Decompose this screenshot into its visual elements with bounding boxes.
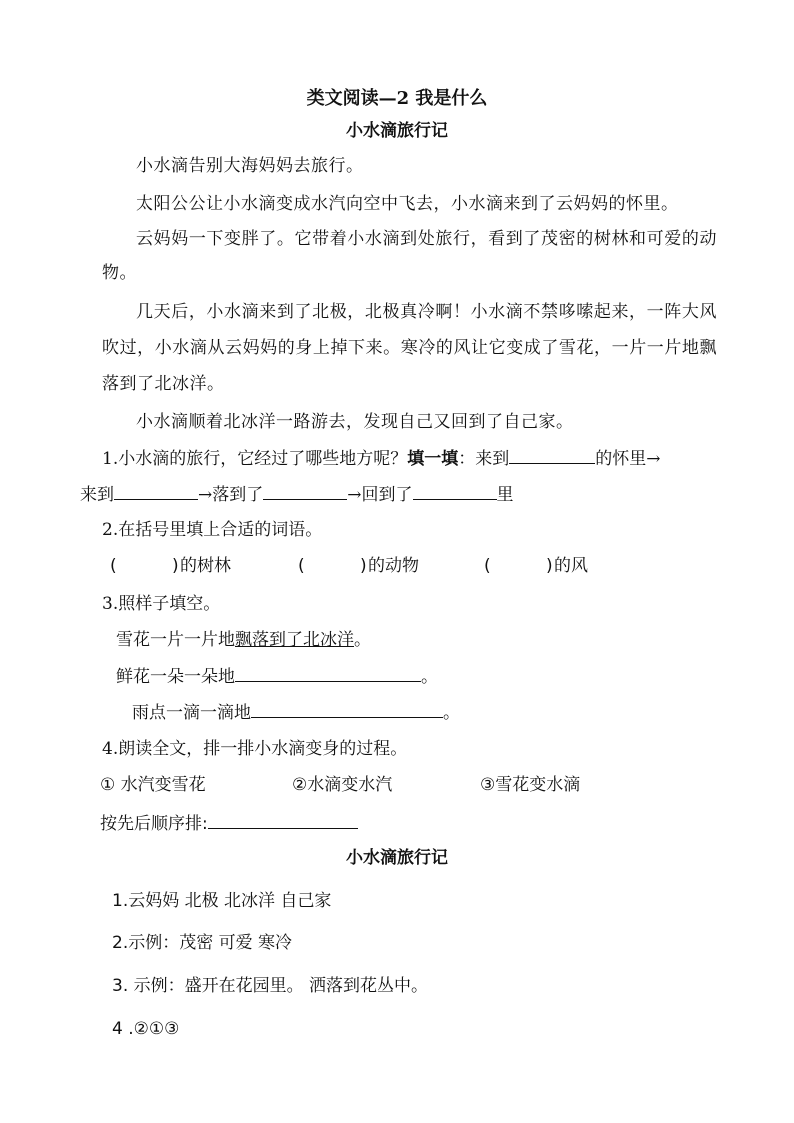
example-underlined: 飘落到了北冰洋	[235, 630, 354, 650]
paren-close-3: )	[546, 556, 553, 576]
question-4-order	[100, 810, 720, 837]
question-3-line-2	[132, 699, 752, 726]
option-2: ②水滴变水汽	[292, 775, 393, 795]
paren-close-1: )	[172, 556, 179, 576]
q2-item-2: 的动物	[368, 556, 419, 576]
question-1-line-2	[80, 481, 700, 508]
answer-2: 2.示例：茂密 可爱 寒冷	[112, 933, 293, 953]
answers-title: 小水滴旅行记	[346, 848, 448, 868]
answer-3: 3. 示例：盛开在花园里。 洒落到花丛中。	[112, 976, 429, 996]
option-1: ① 水汽变雪花	[100, 775, 206, 795]
paren-open-1: (	[110, 556, 117, 576]
option-3: ③雪花变水滴	[480, 775, 581, 795]
question-1-text-b: →落到了	[198, 485, 264, 505]
blank-place-1[interactable]	[509, 445, 595, 464]
question-3-line-1	[116, 663, 736, 690]
passage-paragraph-3: 云妈妈一下变胖了。它带着小水滴到处旅行，看到了茂密的树林和可爱的动物。	[102, 229, 717, 283]
blank-place-2[interactable]	[114, 481, 198, 500]
order-label: 按先后顺序排:	[100, 814, 208, 834]
blank-flower[interactable]	[235, 663, 421, 682]
flower-end: 。	[421, 667, 438, 687]
question-1-text-a: 来到	[80, 485, 114, 505]
question-1-after-bold: ：来到	[458, 449, 510, 469]
rain-end: 。	[443, 703, 460, 723]
passage-paragraph-1: 小水滴告别大海妈妈去旅行。	[136, 156, 364, 176]
question-1-line-1	[102, 445, 722, 472]
question-3-example	[116, 627, 736, 653]
blank-order[interactable]	[208, 810, 358, 829]
blank-place-4[interactable]	[413, 481, 497, 500]
question-4-prompt: 4.朗读全文，排一排小水滴变身的过程。	[102, 739, 408, 759]
question-2-prompt: 2.在括号里填上合适的词语。	[102, 520, 323, 540]
bracket-fill-1[interactable]	[120, 553, 170, 577]
passage-title: 小水滴旅行记	[346, 121, 448, 141]
paren-close-2: )	[360, 556, 367, 576]
paren-open-3: (	[484, 556, 491, 576]
example-end: 。	[354, 630, 371, 650]
answer-1: 1.云妈妈 北极 北冰洋 自己家	[112, 891, 332, 911]
answer-4: 4 .②①③	[112, 1019, 180, 1039]
flower-text: 鲜花一朵一朵地	[116, 667, 235, 687]
rain-text: 雨点一滴一滴地	[132, 703, 251, 723]
q2-item-3: 的风	[554, 556, 588, 576]
question-3-prompt: 3.照样子填空。	[102, 594, 221, 614]
q2-item-1: 的树林	[180, 556, 231, 576]
question-1-seg1: 的怀里→	[595, 449, 661, 469]
bracket-fill-2[interactable]	[308, 553, 358, 577]
question-1-bold-label: 填一填	[407, 449, 459, 469]
page-title: 类文阅读—2 我是什么	[306, 88, 488, 109]
bracket-fill-3[interactable]	[494, 553, 544, 577]
question-1-text-d: 里	[496, 485, 514, 505]
example-text: 雪花一片一片地	[116, 630, 235, 650]
question-1-text-c: →回到了	[347, 485, 413, 505]
passage-paragraph-2: 太阳公公让小水滴变成水汽向空中飞去，小水滴来到了云妈妈的怀里。	[136, 194, 679, 214]
blank-rain[interactable]	[251, 699, 443, 718]
question-1-prefix: 1.小水滴的旅行，它经过了哪些地方呢？	[102, 449, 408, 469]
passage-paragraph-4: 几天后，小水滴来到了北极，北极真冷啊！小水滴不禁哆嗦起来，一阵大风吹过，小水滴从云妈妈的身上掉下来。寒冷的风让它变成了雪花，一片一片地飘落到了北冰洋。	[102, 302, 717, 394]
blank-place-3[interactable]	[263, 481, 347, 500]
passage-paragraph-5: 小水滴顺着北冰洋一路游去，发现自己又回到了自己家。	[136, 412, 574, 432]
paren-open-2: (	[298, 556, 305, 576]
